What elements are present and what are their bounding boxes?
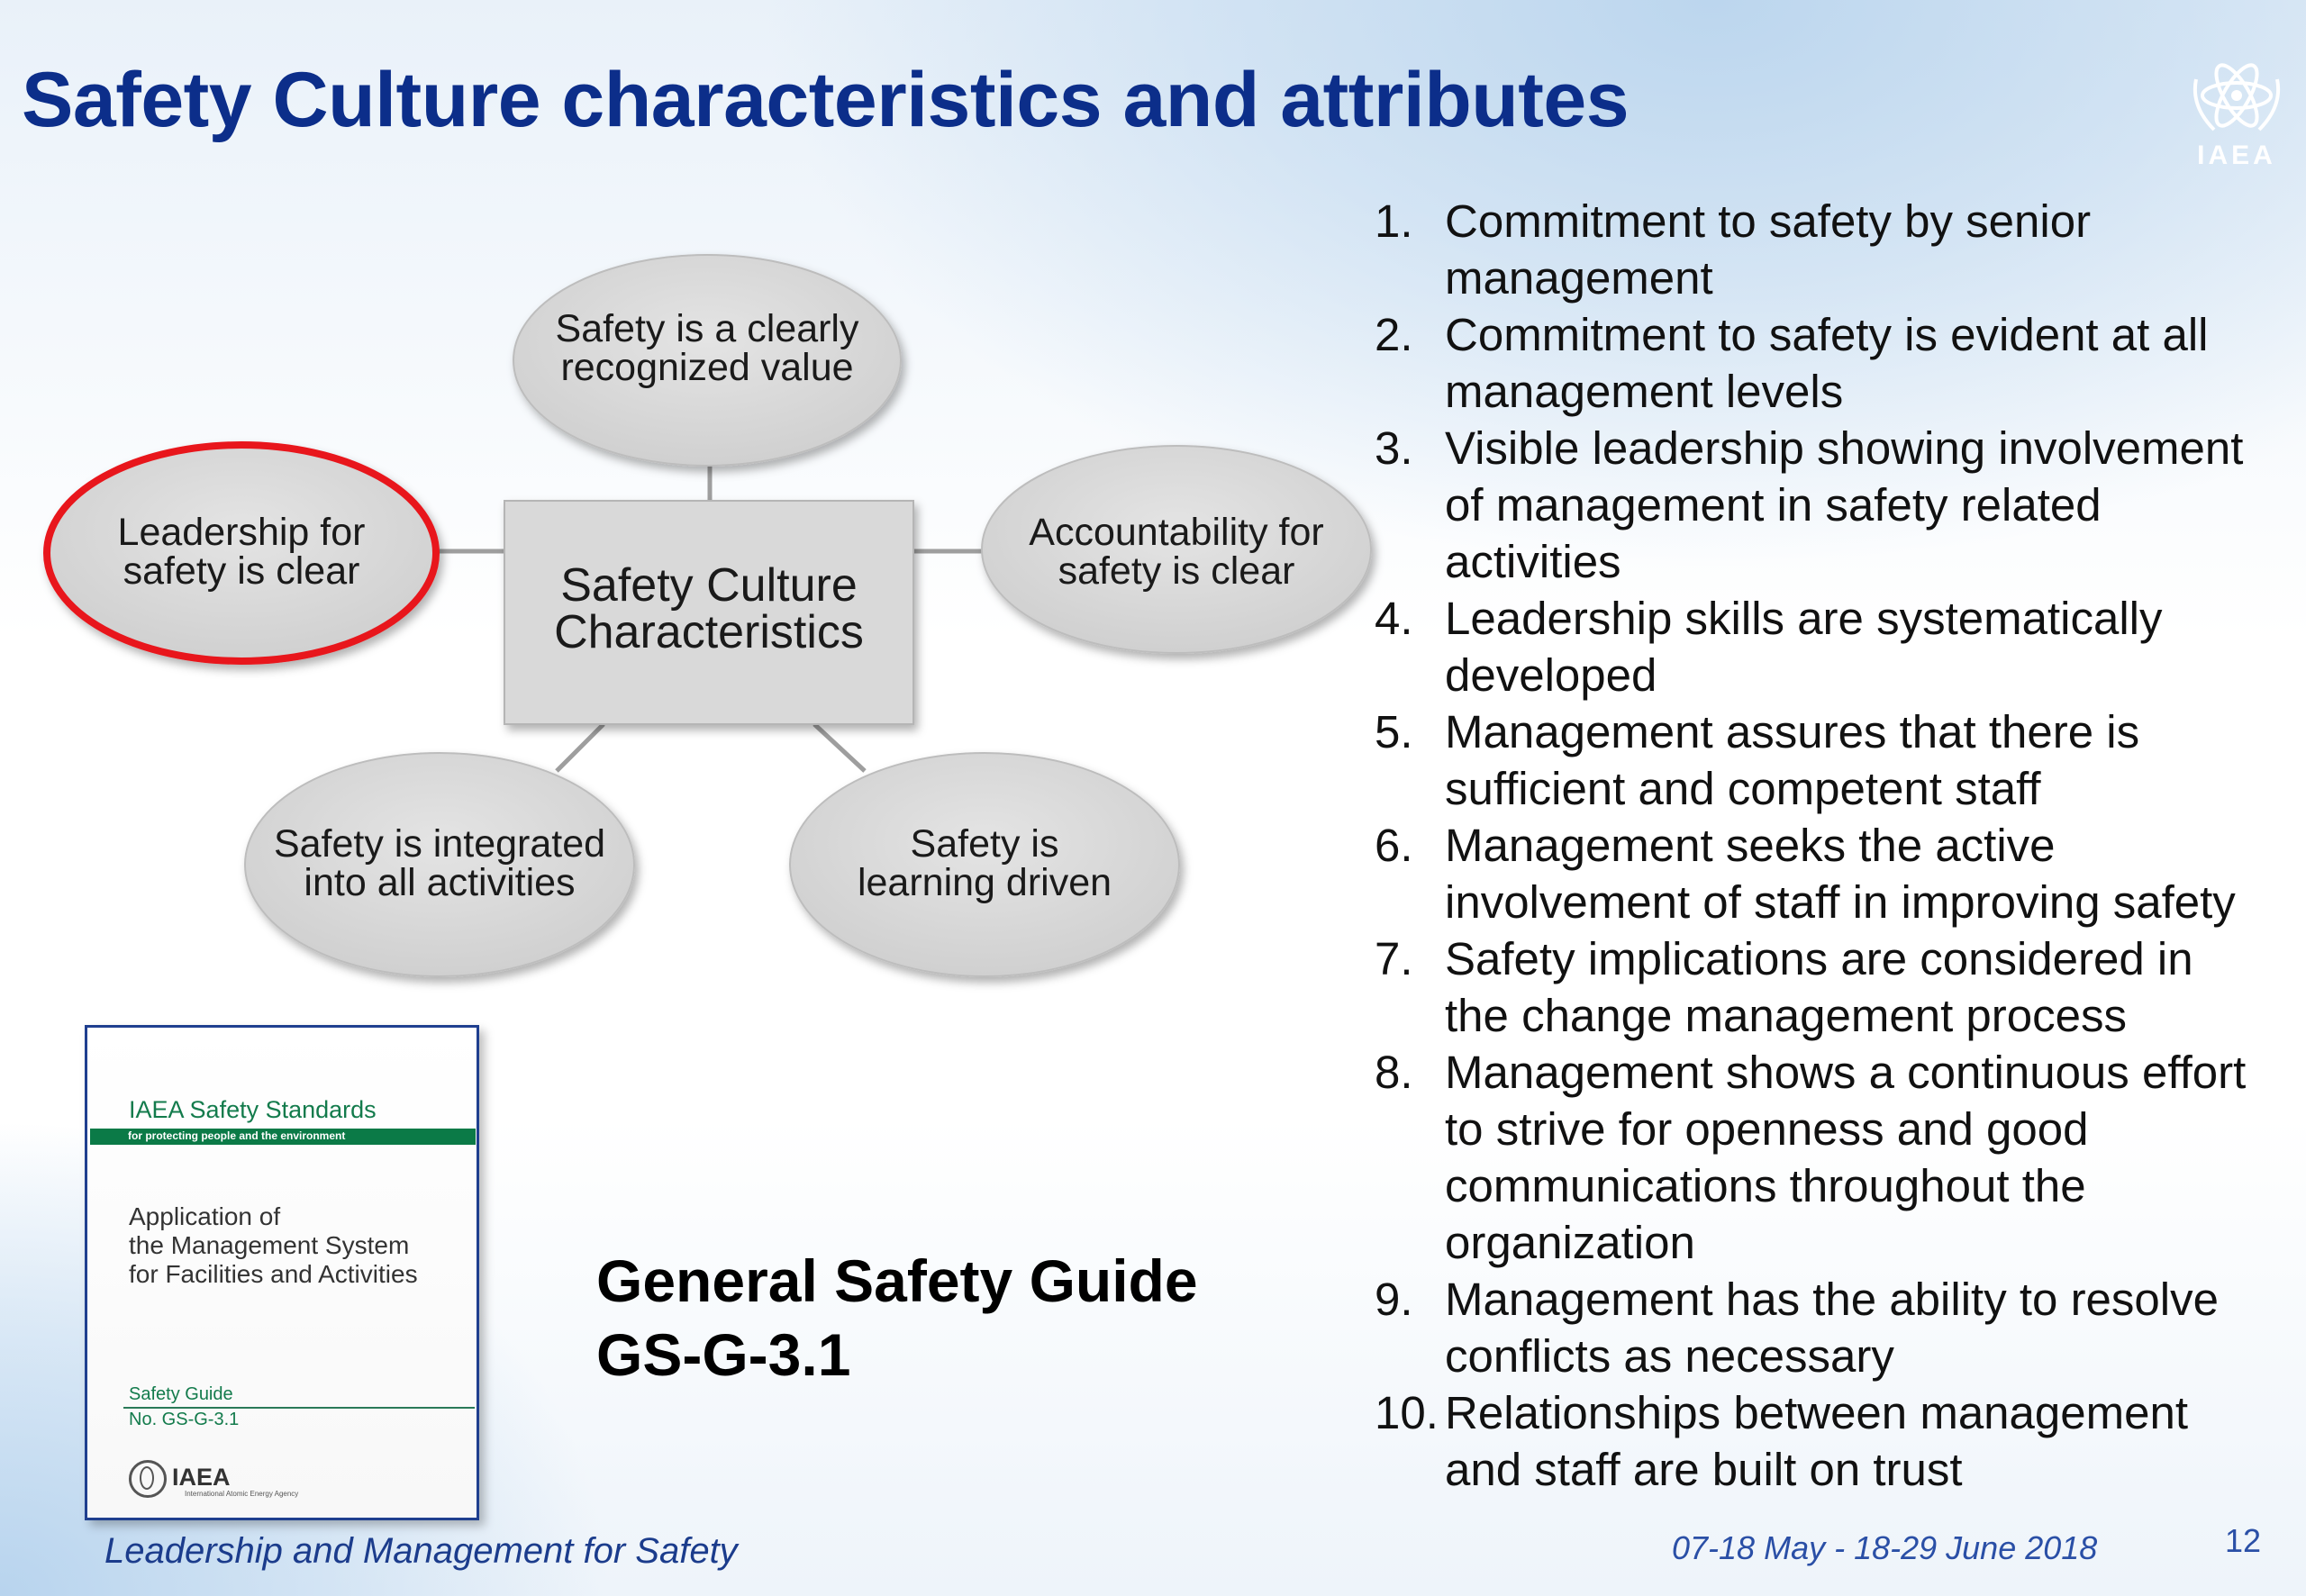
attributes-list (1375, 193, 2302, 1498)
list-item-line: Relationships between management (1445, 1387, 2189, 1438)
petal-bottom-right-label (804, 822, 1165, 904)
center-label (504, 559, 913, 658)
list-item-line: Safety implications are considered in (1445, 933, 2193, 984)
center-line1: Safety Culture (560, 559, 858, 612)
center-line2: Characteristics (554, 606, 864, 658)
guide-code: GS-G-3.1 (596, 1321, 851, 1388)
petal-bottom-right-line1: Safety is (910, 822, 1059, 866)
book-title-line-2: the Management System (129, 1231, 410, 1259)
list-item-line: to strive for openness and good (1445, 1103, 2089, 1155)
list-item-number: 5. (1375, 706, 1413, 757)
petal-top-line2: recognized value (560, 346, 854, 389)
list-item-line: Visible leadership showing involvement (1445, 422, 2244, 474)
list-item-line: Commitment to safety is evident at all (1445, 309, 2209, 360)
list-item-number: 1. (1375, 195, 1413, 247)
petal-right-line2: safety is clear (1058, 549, 1295, 593)
list-item-line: sufficient and competent staff (1445, 763, 2041, 814)
atom-emblem-icon (129, 1460, 167, 1498)
list-item-line: the change management process (1445, 990, 2127, 1041)
list-item-number: 6. (1375, 820, 1413, 871)
petal-bottom-left-line2: into all activities (304, 861, 576, 904)
book-title-line-1: Application of (129, 1202, 281, 1230)
petal-right-line1: Accountability for (1029, 511, 1324, 554)
list-item (1375, 1384, 2302, 1498)
list-item-line: Management has the ability to resolve (1445, 1274, 2219, 1325)
list-item-line: of management in safety related (1445, 479, 2102, 530)
list-item-line: Leadership skills are systematically (1445, 593, 2163, 644)
list-item-number: 7. (1375, 933, 1413, 984)
list-item-line: developed (1445, 649, 1657, 701)
safety-guide-book-cover (85, 1025, 479, 1520)
safety-culture-diagram (0, 198, 1405, 1027)
list-item-line: management (1445, 252, 1713, 304)
petal-top-label (527, 307, 887, 389)
book-series: IAEA Safety Standards (129, 1096, 377, 1123)
list-item (1375, 930, 2302, 1044)
list-item-line: Management seeks the active (1445, 820, 2056, 871)
connector-bottom-right (814, 724, 865, 771)
slide-title: Safety Culture characteristics and attributes (22, 57, 1630, 143)
list-item (1375, 193, 2302, 306)
atom-emblem-icon (2178, 52, 2295, 142)
list-item-line: organization (1445, 1217, 1695, 1268)
petal-bottom-right-line2: learning driven (857, 861, 1112, 904)
guide-title: General Safety Guide (596, 1247, 1198, 1314)
list-item-line: Management shows a continuous effort (1445, 1047, 2247, 1098)
page-number: 12 (2225, 1522, 2262, 1559)
list-item (1375, 1271, 2302, 1384)
list-item (1375, 703, 2302, 817)
petal-bottom-left-line1: Safety is integrated (273, 822, 606, 866)
list-item-line: conflicts as necessary (1445, 1330, 1894, 1382)
list-item (1375, 420, 2302, 590)
book-title-line-3: for Facilities and Activities (129, 1260, 418, 1288)
connector-bottom-left (557, 724, 604, 771)
list-item-line: involvement of staff in improving safety (1445, 876, 2236, 928)
petal-top-line1: Safety is a clearly (555, 307, 859, 350)
list-item-line: communications throughout the (1445, 1160, 2086, 1211)
petal-bottom-left-label (241, 822, 638, 904)
book-separator (123, 1407, 475, 1409)
petal-right-label (996, 513, 1357, 591)
list-item-number: 2. (1375, 309, 1413, 360)
footer-course-title: Leadership and Management for Safety (104, 1531, 738, 1571)
list-item-number: 10. (1375, 1387, 1439, 1438)
list-item-line: and staff are built on trust (1445, 1444, 1963, 1495)
book-agency: International Atomic Energy Agency (185, 1490, 299, 1498)
footer-date: 07-18 May - 18-29 June 2018 (1672, 1529, 2098, 1566)
book-band (90, 1129, 476, 1145)
list-item-line: activities (1445, 536, 1621, 587)
list-item-number: 4. (1375, 593, 1413, 644)
logo-text: IAEA (2197, 141, 2276, 170)
book-guide-number: No. GS-G-3.1 (129, 1410, 240, 1429)
list-item-number: 8. (1375, 1047, 1413, 1098)
list-item (1375, 306, 2302, 420)
list-item (1375, 1044, 2302, 1271)
petal-left-label (61, 513, 422, 591)
list-item-line: management levels (1445, 366, 1844, 417)
list-item (1375, 817, 2302, 930)
list-item-line: Commitment to safety by senior (1445, 195, 2092, 247)
list-item-number: 9. (1375, 1274, 1413, 1325)
book-guide-label: Safety Guide (129, 1384, 233, 1404)
list-item (1375, 590, 2302, 703)
book-logo-text: IAEA (172, 1464, 231, 1492)
petal-left-line2: safety is clear (123, 549, 360, 593)
list-item-line: Management assures that there is (1445, 706, 2140, 757)
iaea-logo (2178, 52, 2295, 178)
book-band-text: for protecting people and the environment (128, 1129, 346, 1142)
petal-left-line1: Leadership for (117, 511, 366, 554)
list-item-number: 3. (1375, 422, 1413, 474)
